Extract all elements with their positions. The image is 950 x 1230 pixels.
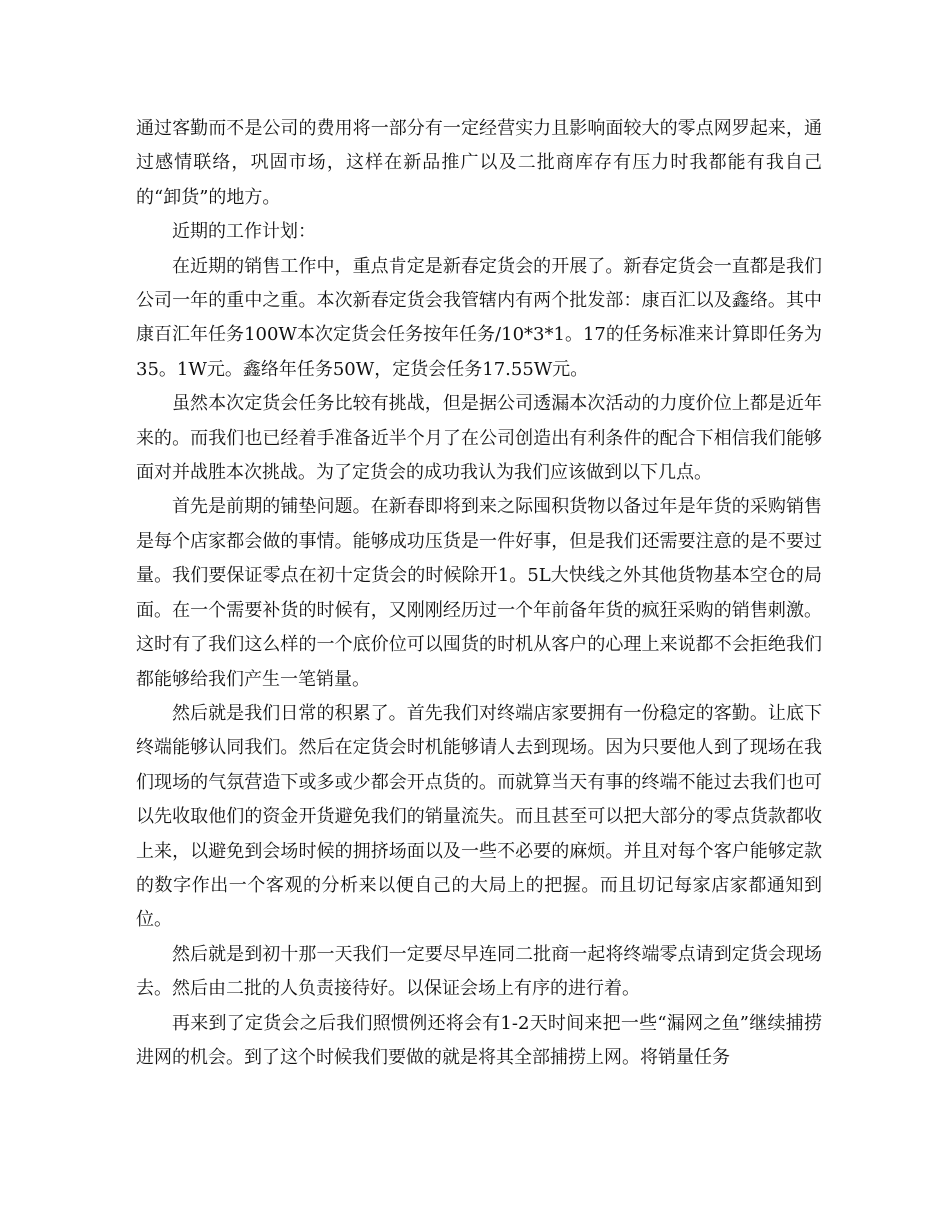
paragraph-1: 通过客勤而不是公司的费用将一部分有一定经营实力且影响面较大的零点网罗起来，通过感情联络，巩固市场，这样在新品推广以及二批商库存有压力时我都能有我自己的“卸货”的地方。	[136, 118, 822, 208]
paragraph-4: 虽然本次定货会任务比较有挑战，但是据公司透漏本次活动的力度价位上都是近年来的。而我们也已经着手准备近半个月了在公司创造出有利条件的配合下相信我们能够面对并战胜本次挑战。为了定货会的成功我认为我们应该做到以下几点。	[136, 393, 822, 484]
paragraph-7: 然后就是到初十那一天我们一定要尽早连同二批商一起将终端零点请到定货会现场去。然后由二批的人负责接待好。以保证会场上有序的进行着。	[136, 943, 822, 1000]
paragraph-8: 再来到了定货会之后我们照惯例还将会有1-2天时间来把一些“漏网之鱼”继续捕捞进网的机会。到了这个时候我们要做的就是将其全部捕捞上网。将销量任务	[136, 1012, 822, 1068]
paragraph-5: 首先是前期的铺垫问题。在新春即将到来之际囤积货物以备过年是年货的采购销售是每个店家都会做的事情。能够成功压货是一件好事，但是我们还需要注意的是不要过量。我们要保证零点在初十定货会的时候除开1。5L大快线之外其他货物基本空仓的局面。在一个需要补货的时候有，又刚刚经历过一个年前备年货的疯狂采购的销售刺激。这时有了我们这么样的一个底价位可以囤货的时机从客户的心理上来说都不会拒绝我们都能够给我们产生一笔销量。	[136, 496, 822, 690]
document-body	[136, 112, 822, 1075]
paragraph-3: 在近期的销售工作中，重点肯定是新春定货会的开展了。新春定货会一直都是我们公司一年的重中之重。本次新春定货会我管辖内有两个批发部：康百汇以及鑫络。其中康百汇年任务100W本次定货会任务按年任务/10*3*1。17的任务标准来计算即任务为35。1W元。鑫络年任务50W，定货会任务17.55W元。	[136, 255, 822, 380]
paragraph-6: 然后就是我们日常的积累了。首先我们对终端店家要拥有一份稳定的客勤。让底下终端能够认同我们。然后在定货会时机能够请人去到现场。因为只要他人到了现场在我们现场的气氛营造下或多或少都会开点货的。而就算当天有事的终端不能过去我们也可以先收取他们的资金开货避免我们的销量流失。而且甚至可以把大部分的零点货款都收上来，以避免到会场时候的拥挤场面以及一些不必要的麻烦。并且对每个客户能够定款的数字作出一个客观的分析来以便自己的大局上的把握。而且切记每家店家都通知到位。	[136, 702, 822, 931]
section-heading-work-plan: 近期的工作计划：	[172, 221, 316, 243]
